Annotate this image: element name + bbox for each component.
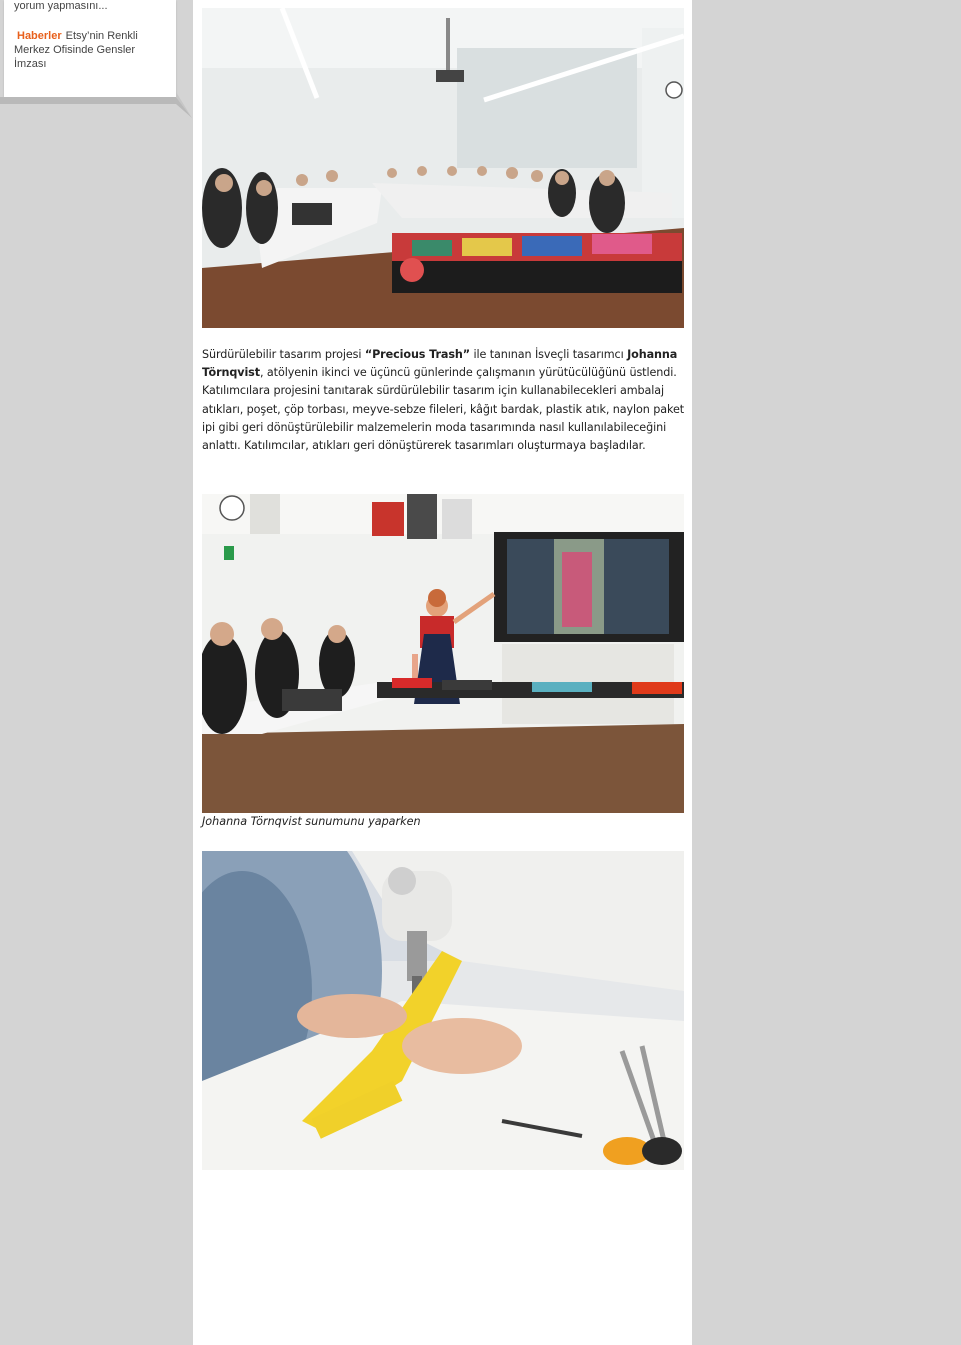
presentation-photo [202, 494, 684, 813]
news-item[interactable] [14, 29, 164, 71]
paragraph-text: , atölyenin ikinci ve üçüncü günlerinde çalışmanın yürütücülüğünü üstlendi. Katılımcılara projesini tanıtarak sürdürülebilir tasarım için kullanabilecekleri ambalaj atıkları, poşet, çöp torbası, meyve-sebze fileleri, kâğıt bardak, plastik atık, naylon paket ipi gibi geri dönüştürülebilir malzemelerin moda tasarımında nasıl kullanılabileceğini anlattı. Katılımcılar, atıkları geri dönüştürerek tasarımları oluşturmaya başladılar. [202, 366, 685, 453]
article-paragraph [202, 346, 685, 455]
sewing-photo [202, 851, 684, 1170]
news-category[interactable]: Haberler [17, 30, 62, 42]
designer-name: Johanna Törnqvist [202, 348, 678, 380]
article-content [193, 0, 692, 1345]
news-title-link[interactable]: Etsy’nin Renkli Merkez Ofisinde Gensler İmzası [14, 30, 138, 70]
paragraph-text: ile tanınan İsveçli tasarımcı [470, 348, 628, 361]
paragraph-text: Sürdürülebilir tasarım projesi [202, 348, 365, 361]
project-name: “Precious Trash” [364, 348, 470, 361]
photo-caption: Johanna Törnqvist sunumunu yaparken [202, 815, 421, 828]
comment-snippet: yorum yapmasını... [14, 0, 108, 12]
widget-shadow-fold [0, 92, 192, 118]
workshop-classroom-photo [202, 8, 684, 328]
sidebar-widget [4, 0, 176, 97]
